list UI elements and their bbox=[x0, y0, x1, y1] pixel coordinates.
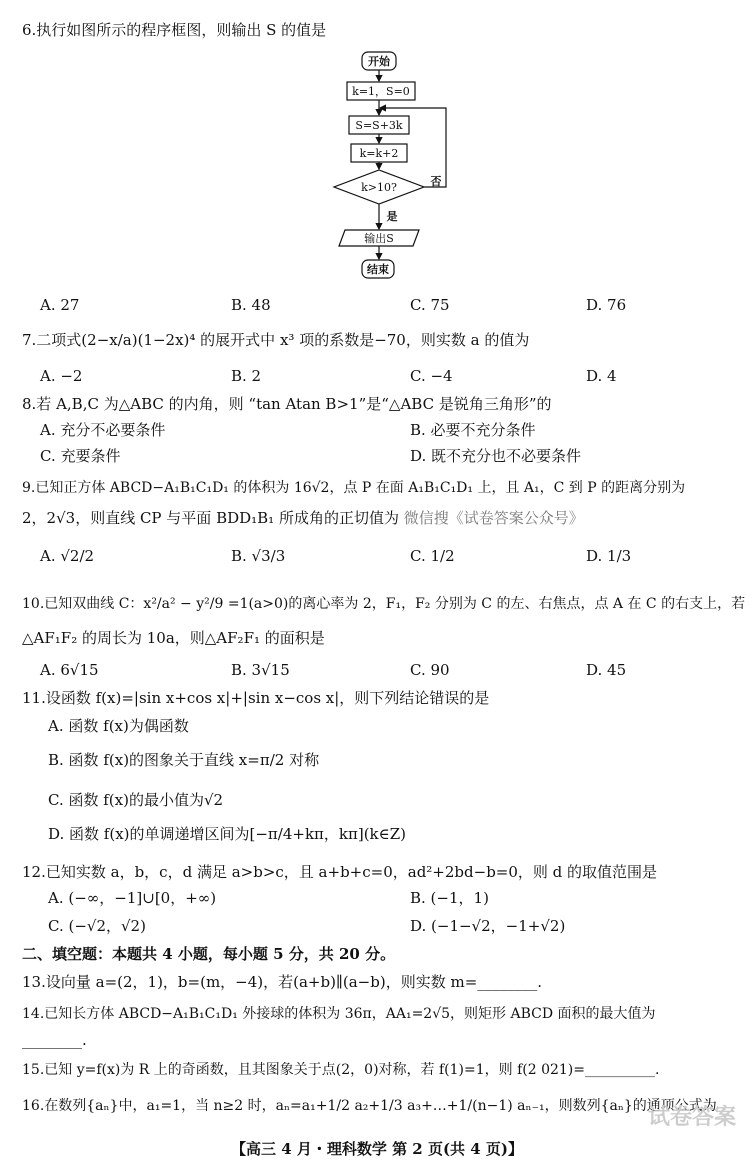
flow-no-label: 否 bbox=[430, 175, 442, 188]
flow-condition: k>10? bbox=[361, 181, 397, 194]
q11-option-b: B. 函数 f(x)的图象关于直线 x=π/2 对称 bbox=[48, 751, 320, 769]
q9-stem-line2 bbox=[22, 508, 584, 528]
q9-stem-text: 2，2√3，则直线 CP 与平面 BDD₁B₁ 所成角的正切值为 bbox=[22, 509, 399, 527]
watermark-stamp: 试卷答案 bbox=[648, 1105, 737, 1130]
q7-option-c: C. −4 bbox=[410, 367, 453, 385]
q11-option-a: A. 函数 f(x)为偶函数 bbox=[48, 717, 189, 735]
q10-option-d: D. 45 bbox=[586, 661, 627, 679]
flow-end: 结束 bbox=[367, 263, 389, 276]
q14-stem-line2: ________. bbox=[22, 1031, 87, 1049]
q6-option-c: C. 75 bbox=[410, 296, 450, 314]
q11-option-d: D. 函数 f(x)的单调递增区间为[−π/4+kπ，kπ](k∈Z) bbox=[48, 825, 407, 843]
q6-option-d: D. 76 bbox=[586, 296, 627, 314]
flow-output: 输出S bbox=[364, 232, 394, 245]
q8-option-b: B. 必要不充分条件 bbox=[410, 421, 536, 439]
q11-stem: 11.设函数 f(x)=|sin x+cos x|+|sin x−cos x|，则下列结论错误的是 bbox=[22, 689, 490, 707]
q7-stem: 7.二项式(2−x/a)(1−2x)⁴ 的展开式中 x³ 项的系数是−70，则实数 a 的值为 bbox=[22, 331, 530, 349]
page-footer: 【高三 4 月・理科数学 第 2 页(共 4 页)】 bbox=[230, 1140, 524, 1158]
q8-option-d: D. 既不充分也不必要条件 bbox=[410, 447, 582, 465]
flow-start: 开始 bbox=[368, 55, 390, 68]
flow-step-k: k=k+2 bbox=[359, 147, 399, 160]
q10-option-c: C. 90 bbox=[410, 661, 450, 679]
q9-option-a: A. √2/2 bbox=[40, 547, 95, 565]
q7-option-a: A. −2 bbox=[40, 367, 83, 385]
q8-stem: 8.若 A,B,C 为△ABC 的内角，则 “tan Atan B>1”是“△ABC 是锐角三角形”的 bbox=[22, 395, 552, 413]
q15-stem: 15.已知 y=f(x)为 R 上的奇函数，且其图象关于点(2，0)对称，若 f(1)=1，则 f(2 021)=__________. bbox=[22, 1062, 660, 1078]
q11-option-c: C. 函数 f(x)的最小值为√2 bbox=[48, 791, 224, 809]
q10-stem-line1: 10.已知双曲线 C：x²/a² − y²/9 =1(a>0)的离心率为 2，F₁，F₂ 分别为 C 的左、右焦点，点 A 在 C 的右支上，若 bbox=[22, 596, 746, 612]
q9-option-d: D. 1/3 bbox=[586, 547, 632, 565]
q7-option-b: B. 2 bbox=[231, 367, 262, 385]
q10-option-a: A. 6√15 bbox=[40, 661, 99, 679]
q7-option-d: D. 4 bbox=[586, 367, 617, 385]
flow-init: k=1，S=0 bbox=[352, 85, 410, 98]
flow-yes-label: 是 bbox=[386, 210, 398, 223]
q12-option-b: B. (−1，1) bbox=[410, 889, 489, 907]
q9-option-b: B. √3/3 bbox=[231, 547, 286, 565]
q6-stem: 6.执行如图所示的程序框图，则输出 S 的值是 bbox=[22, 21, 327, 39]
q13-stem: 13.设向量 a=(2，1)，b=(m，−4)，若(a+b)∥(a−b)，则实数 m=________. bbox=[22, 973, 543, 991]
q10-option-b: B. 3√15 bbox=[231, 661, 290, 679]
section-fill-in-title: 二、填空题：本题共 4 小题，每小题 5 分，共 20 分。 bbox=[22, 945, 396, 963]
q9-watermark: 微信搜《试卷答案公众号》 bbox=[403, 509, 584, 527]
q12-stem: 12.已知实数 a，b，c，d 满足 a>b>c，且 a+b+c=0，ad²+2bd−b=0，则 d 的取值范围是 bbox=[22, 863, 658, 881]
q9-stem-line1: 9.已知正方体 ABCD−A₁B₁C₁D₁ 的体积为 16√2，点 P 在面 A₁B₁C₁D₁ 上，且 A₁，C 到 P 的距离分别为 bbox=[22, 480, 686, 496]
q6-option-b: B. 48 bbox=[231, 296, 271, 314]
flowchart bbox=[320, 50, 460, 286]
q8-option-c: C. 充要条件 bbox=[40, 447, 121, 465]
flow-step-sum: S=S+3k bbox=[355, 119, 403, 132]
q9-option-c: C. 1/2 bbox=[410, 547, 455, 565]
q10-stem-line2: △AF₁F₂ 的周长为 10a，则△AF₂F₁ 的面积是 bbox=[22, 629, 325, 647]
q8-option-a: A. 充分不必要条件 bbox=[40, 421, 166, 439]
q12-option-a: A. (−∞，−1]∪[0，+∞) bbox=[48, 889, 217, 907]
q6-option-a: A. 27 bbox=[40, 296, 80, 314]
q16-stem: 16.在数列{aₙ}中，a₁=1，当 n≥2 时，aₙ=a₁+1/2 a₂+1/3 a₃+…+1/(n−1) aₙ₋₁，则数列{aₙ}的通项公式为 bbox=[22, 1098, 717, 1114]
q12-option-d: D. (−1−√2，−1+√2) bbox=[410, 917, 566, 935]
q12-option-c: C. (−√2，√2) bbox=[48, 917, 146, 935]
q14-stem-line1: 14.已知长方体 ABCD−A₁B₁C₁D₁ 外接球的体积为 36π，AA₁=2√5，则矩形 ABCD 面积的最大值为 bbox=[22, 1006, 656, 1022]
